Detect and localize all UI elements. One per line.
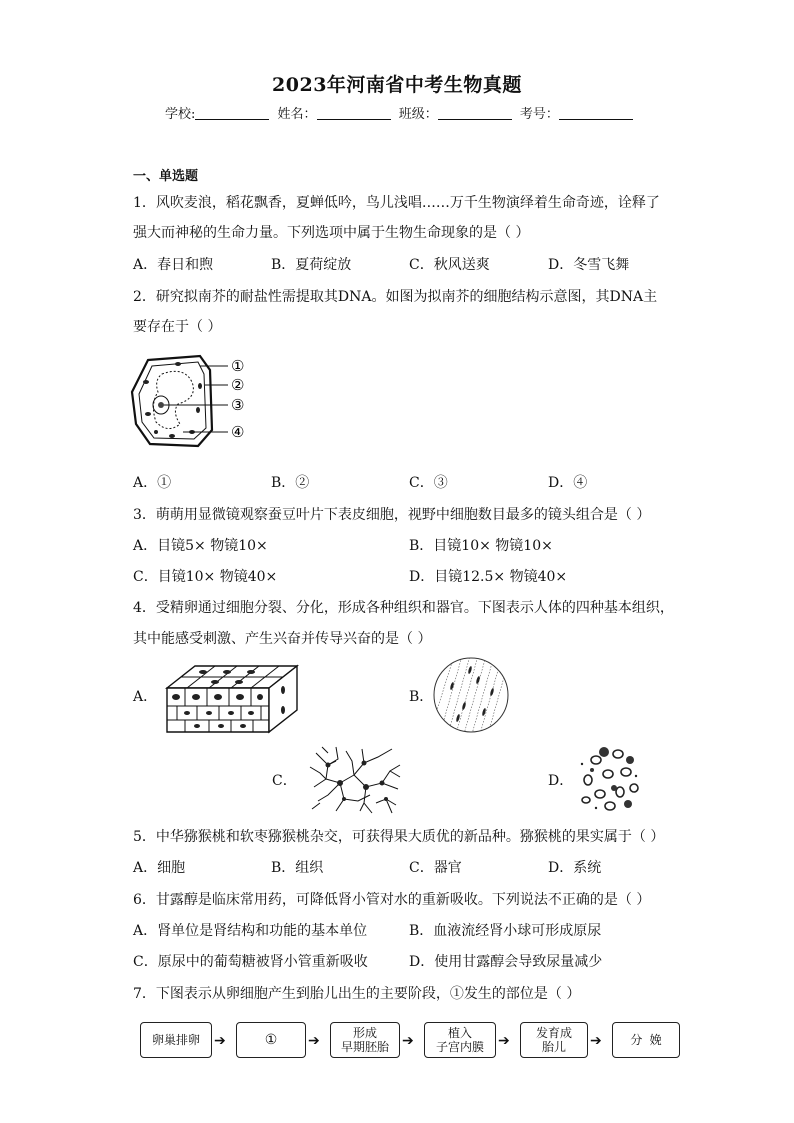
q7-stem: 7．下图表示从卵细胞产生到胎儿出生的主要阶段，①发生的部位是（ ） — [133, 986, 581, 1002]
name-label: 姓名： — [277, 107, 317, 122]
q5-option-b: B．组织 — [271, 860, 324, 876]
q2-option-d: D．④ — [548, 475, 588, 491]
flow-step-delivery: 分 娩 — [612, 1022, 680, 1058]
q5-stem: 5．中华猕猴桃和软枣猕猴桃杂交，可获得果大质优的新品种。猕猴桃的果实属于（ ） — [133, 829, 665, 845]
flow-step-implantation: 植入 子宫内膜 — [424, 1022, 496, 1058]
flow-step-early-embryo: 形成 早期胚胎 — [330, 1022, 400, 1058]
name-blank[interactable] — [317, 105, 391, 120]
flow-arrow-icon: ➔ — [498, 1033, 510, 1049]
flow-step-ovulation: 卵巢排卵 — [140, 1022, 212, 1058]
q6-option-b: B．血液流经肾小球可形成原尿 — [409, 923, 602, 939]
q1-option-a: A．春日和煦 — [133, 257, 214, 273]
q5-option-c: C．器官 — [409, 860, 462, 876]
class-label: 班级： — [398, 107, 438, 122]
school-label: 学校: — [165, 107, 196, 122]
q2-option-b: B．② — [271, 475, 310, 491]
school-blank[interactable] — [195, 105, 269, 120]
flow-arrow-icon: ➔ — [214, 1033, 226, 1049]
flow-step-fetus: 发育成 胎儿 — [520, 1022, 588, 1058]
q1-option-d: D．冬雪飞舞 — [548, 257, 630, 273]
q6-option-c: C．原尿中的葡萄糖被肾小管重新吸收 — [133, 954, 368, 970]
student-info-row — [165, 103, 637, 122]
flow-step-blank: ① — [236, 1022, 306, 1058]
page-title: 2023年河南省中考生物真题 — [272, 74, 522, 96]
plant-cell-diagram — [128, 352, 263, 452]
q1-stem-line1: 1．风吹麦浪，稻花飘香，夏蝉低吟，鸟儿浅唱……万千生物演绎着生命奇迹，诠释了 — [133, 195, 660, 211]
q6-option-a: A．肾单位是肾结构和功能的基本单位 — [133, 923, 368, 939]
q4-option-c: C． — [272, 773, 297, 789]
flow-arrow-icon: ➔ — [590, 1033, 602, 1049]
cell-label-2: ② — [231, 376, 245, 394]
q6-option-d: D．使用甘露醇会导致尿量减少 — [409, 954, 603, 970]
q2-option-c: C．③ — [409, 475, 448, 491]
q1-stem-line2: 强大而神秘的生命力量。下列选项中属于生物生命现象的是（ ） — [133, 225, 530, 241]
flow-arrow-icon: ➔ — [308, 1033, 320, 1049]
q6-stem: 6．甘露醇是临床常用药，可降低肾小管对水的重新吸收。下列说法不正确的是（ ） — [133, 892, 651, 908]
q1-option-c: C．秋风送爽 — [409, 257, 490, 273]
muscle-tissue-image — [432, 656, 510, 734]
section-heading: 一、单选题 — [133, 169, 199, 184]
q5-option-a: A．细胞 — [133, 860, 186, 876]
number-blank[interactable] — [559, 105, 633, 120]
q3-option-a: A．目镜5× 物镜10× — [133, 538, 268, 554]
q2-stem-line1: 2．研究拟南芥的耐盐性需提取其DNA。如图为拟南芥的细胞结构示意图，其DNA主 — [133, 289, 658, 305]
q5-option-d: D．系统 — [548, 860, 602, 876]
q4-option-a: A． — [133, 689, 158, 705]
q2-option-a: A．① — [133, 475, 172, 491]
blood-tissue-image — [574, 744, 644, 814]
q2-stem-line2: 要存在于（ ） — [133, 319, 222, 335]
q4-option-b: B． — [409, 689, 434, 705]
number-label: 考号： — [519, 107, 559, 122]
q3-option-b: B．目镜10× 物镜10× — [409, 538, 553, 554]
cell-label-3: ③ — [231, 396, 245, 414]
cell-label-1: ① — [231, 357, 245, 375]
flow-arrow-icon: ➔ — [402, 1033, 414, 1049]
q4-option-d: D． — [548, 773, 574, 789]
q3-stem: 3．萌萌用显微镜观察蚕豆叶片下表皮细胞，视野中细胞数目最多的镜头组合是（ ） — [133, 507, 651, 523]
epithelial-tissue-image — [165, 660, 300, 736]
class-blank[interactable] — [438, 105, 512, 120]
cell-label-4: ④ — [231, 423, 245, 441]
q4-stem-line2: 其中能感受刺激、产生兴奋并传导兴奋的是（ ） — [133, 631, 432, 647]
nerve-tissue-image — [306, 743, 404, 815]
q4-stem-line1: 4．受精卵通过细胞分裂、分化，形成各种组织和器官。下图表示人体的四种基本组织， — [133, 600, 674, 616]
q3-option-d: D．目镜12.5× 物镜40× — [409, 569, 568, 585]
q1-option-b: B．夏荷绽放 — [271, 257, 352, 273]
q3-option-c: C．目镜10× 物镜40× — [133, 569, 278, 585]
